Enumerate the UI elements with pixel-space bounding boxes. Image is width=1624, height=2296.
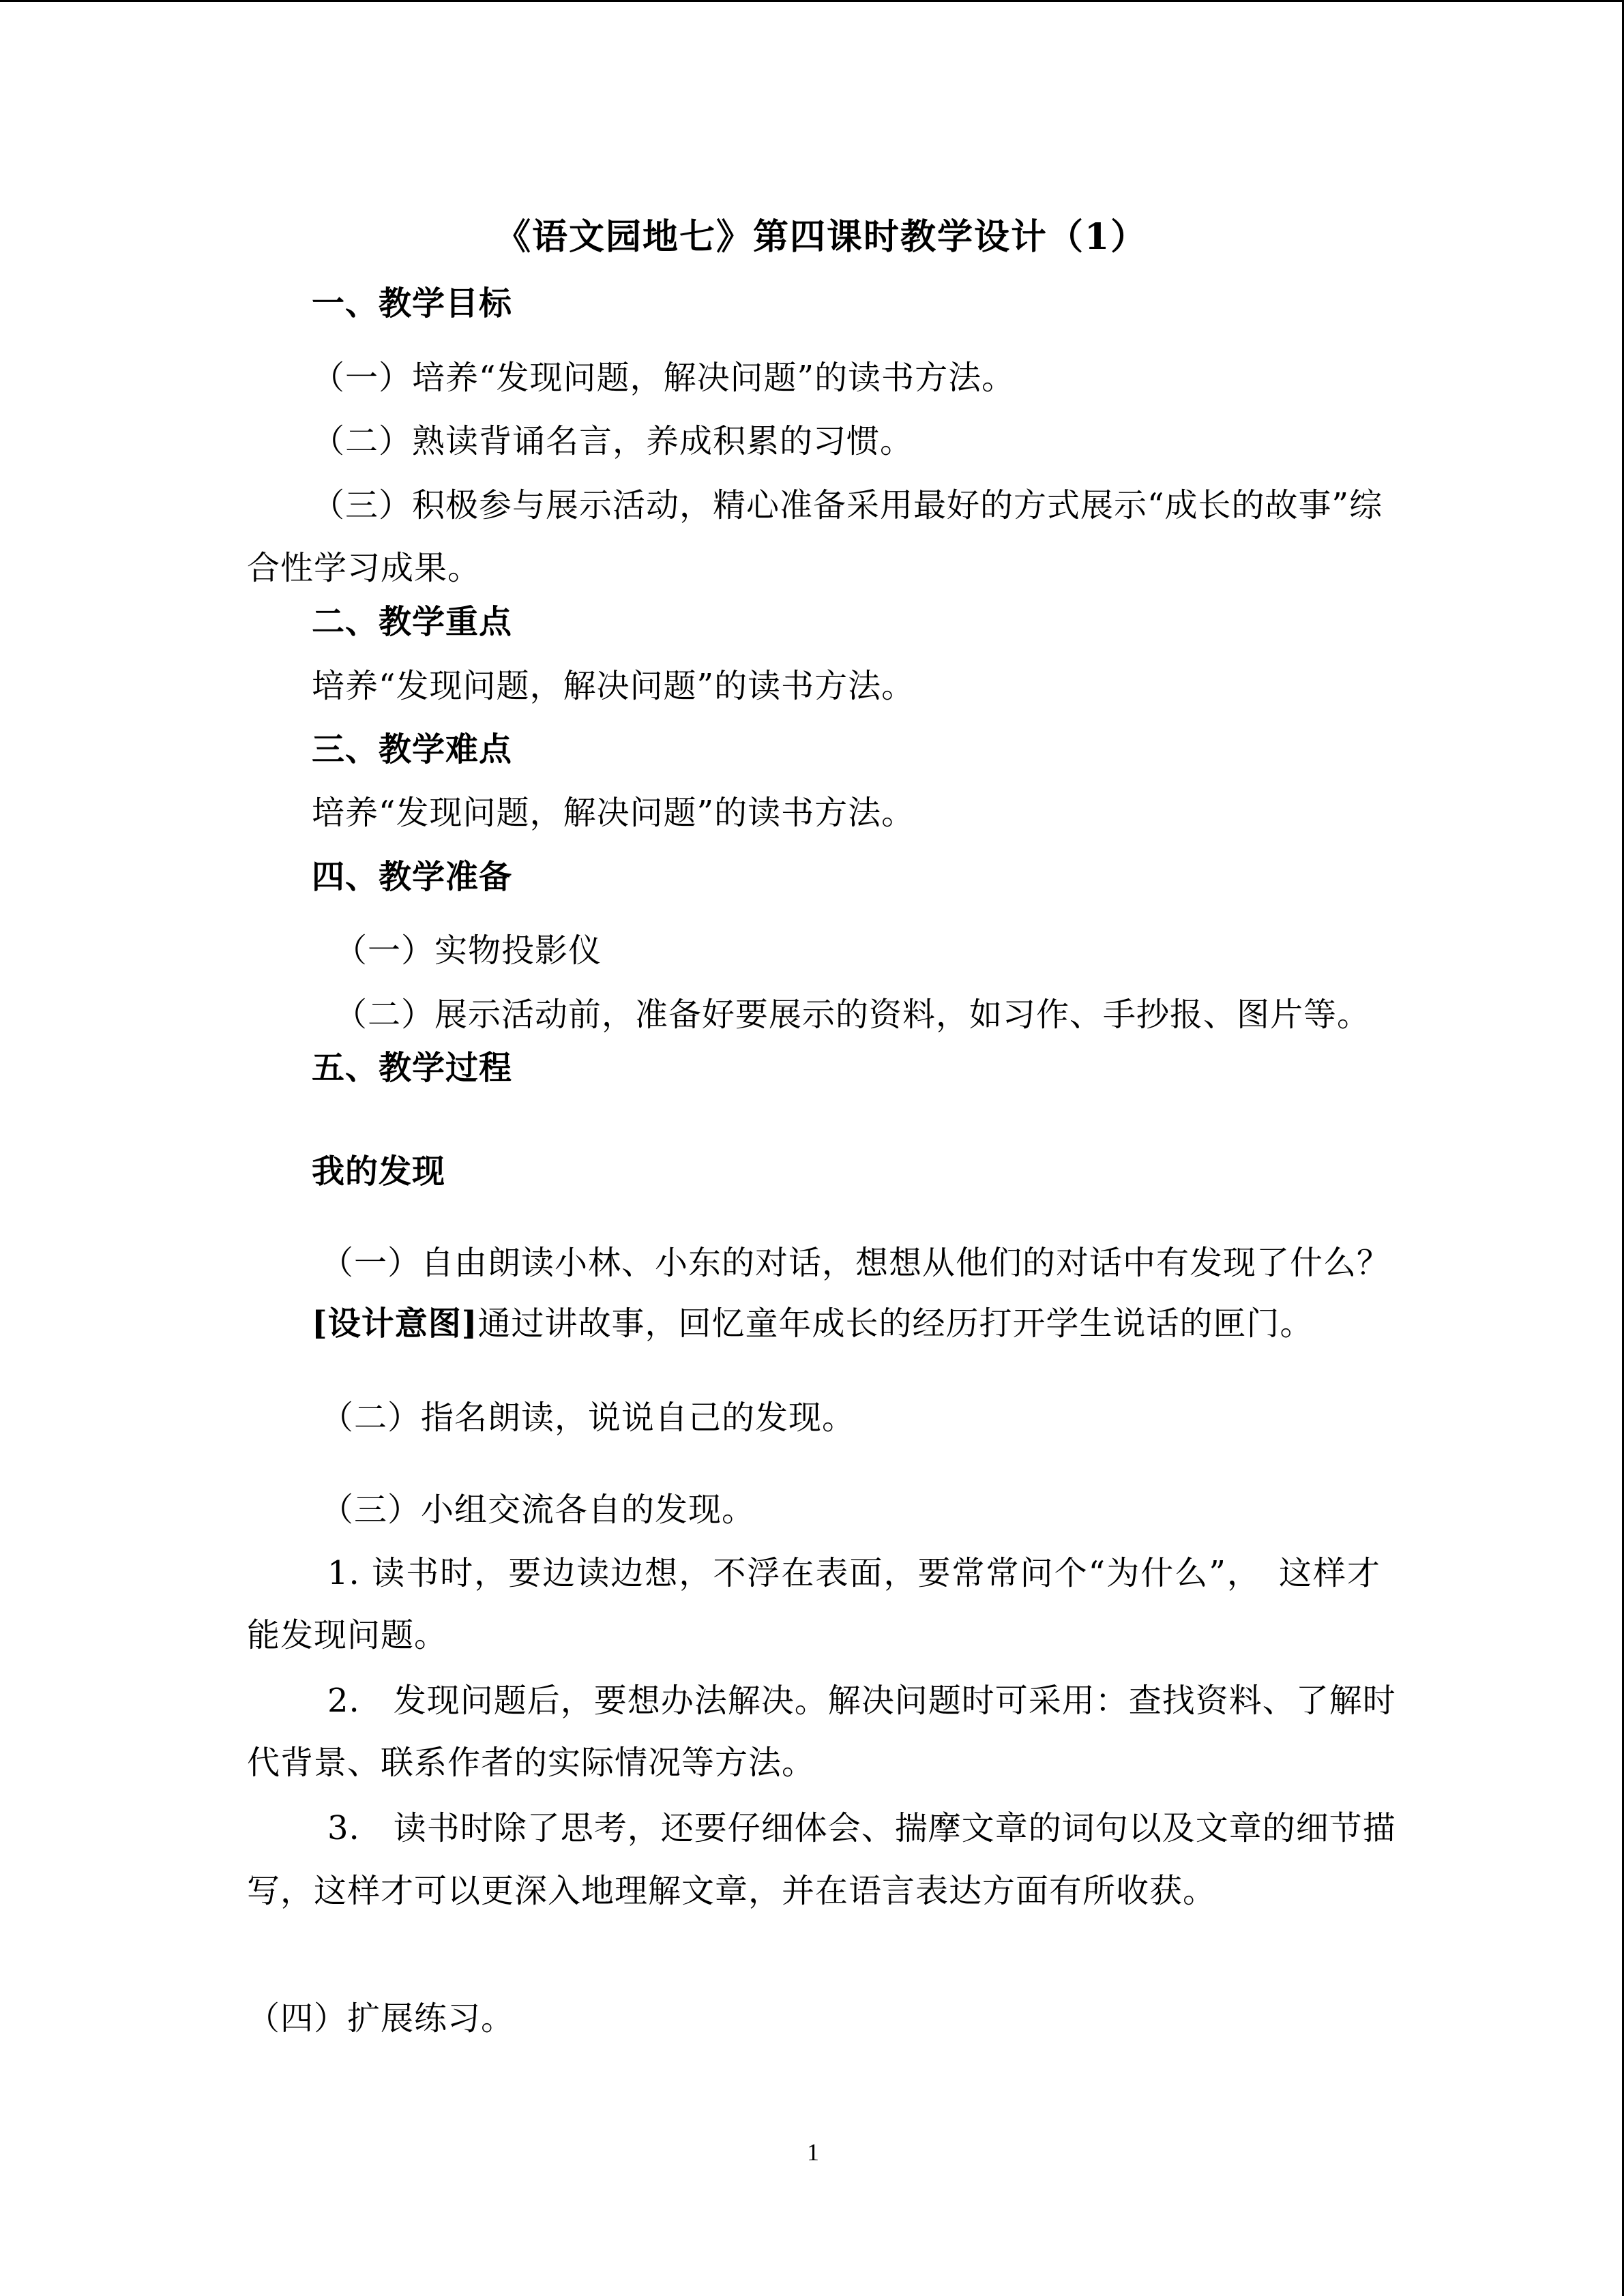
point-1-line-1: 1. 读书时，要边读边想，不浮在表面，要常常问个“为什么”， 这样才 [327, 1554, 1381, 1592]
objective-item-2: （二）熟读背诵名言，养成积累的习惯。 [312, 422, 914, 460]
process-step-4: （四）扩展练习。 [247, 1999, 515, 2038]
objective-item-1: （一）培养“发现问题，解决问题”的读书方法。 [312, 359, 1016, 397]
section-heading-process: 五、教学过程 [312, 1049, 513, 1087]
design-intent-label: [设计意图] [312, 1304, 478, 1343]
point-1-line-2: 能发现问题。 [247, 1616, 448, 1654]
key-points-text: 培养“发现问题，解决问题”的读书方法。 [312, 667, 915, 705]
process-step-3: （三）小组交流各自的发现。 [321, 1491, 756, 1529]
section-heading-key-points: 二、教学重点 [312, 603, 513, 641]
preparation-item-1: （一）实物投影仪 [334, 931, 602, 970]
difficulties-text: 培养“发现问题，解决问题”的读书方法。 [312, 794, 915, 832]
objective-item-3-continued: 合性学习成果。 [247, 549, 482, 587]
point-2-line-2: 代背景、联系作者的实际情况等方法。 [247, 1744, 816, 1782]
section-heading-difficulties: 三、教学难点 [312, 730, 513, 769]
subheading-my-discovery: 我的发现 [312, 1152, 446, 1191]
point-2-line-1: 2. 发现问题后，要想办法解决。解决问题时可采用：查找资料、了解时 [327, 1682, 1396, 1720]
point-3-line-2: 写，这样才可以更深入地理解文章，并在语言表达方面有所收获。 [247, 1872, 1217, 1910]
process-step-1: （一）自由朗读小林、小东的对话，想想从他们的对话中有发现了什么？ [321, 1244, 1391, 1282]
design-intent-text: 通过讲故事，回忆童年成长的经历打开学生说话的匣门。 [477, 1304, 1314, 1343]
design-intent [312, 1303, 1313, 1344]
document-title: 《语文园地七》第四课时教学设计（1） [495, 216, 1148, 258]
objective-item-3: （三）积极参与展示活动，精心准备采用最好的方式展示“成长的故事”综 [312, 486, 1383, 524]
process-step-2: （二）指名朗读，说说自己的发现。 [321, 1399, 856, 1437]
section-heading-preparation: 四、教学准备 [312, 858, 513, 896]
section-heading-objectives: 一、教学目标 [312, 284, 513, 323]
preparation-item-2: （二）展示活动前，准备好要展示的资料，如习作、手抄报、图片等。 [334, 996, 1371, 1034]
point-3-line-1: 3. 读书时除了思考，还要仔细体会、揣摩文章的词句以及文章的细节描 [327, 1809, 1396, 1847]
page-number: 1 [807, 2138, 819, 2166]
